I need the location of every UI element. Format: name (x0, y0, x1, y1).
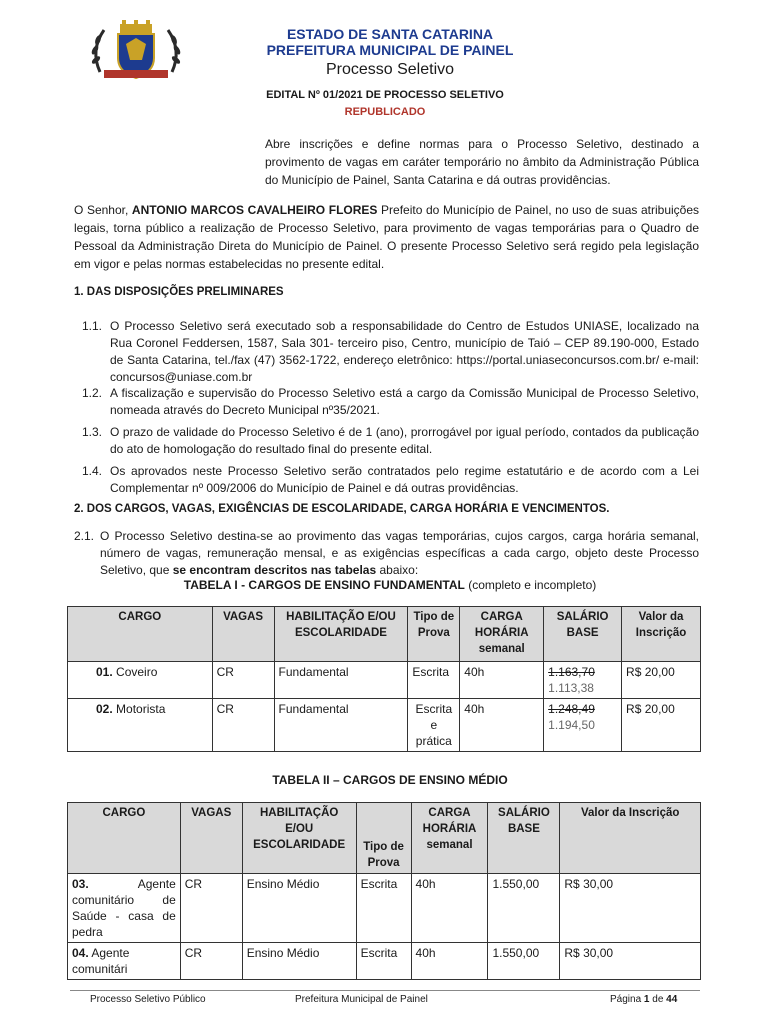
tipo-cell: Escrita e prática (408, 699, 460, 752)
new-salary: 1.194,50 (548, 718, 595, 732)
col-vagas: VAGAS (180, 803, 242, 874)
table-ensino-medio (67, 802, 701, 980)
vagas-cell: CR (212, 699, 274, 752)
item-1-3: 1.3. O prazo de validade do Processo Seletivo é de 1 (ano), prorrogável por igual período, contados da publicação do ato de homologação do resultado final do presente edital. (82, 425, 699, 456)
col-salario: SALÁRIO BASE (488, 803, 560, 874)
carga-cell: 40h (460, 699, 544, 752)
mayor-name: ANTONIO MARCOS CAVALHEIRO FLORES (131, 203, 378, 217)
carga-cell: 40h (460, 662, 544, 699)
salario-cell: 1.550,00 (488, 943, 560, 980)
vagas-cell: CR (180, 943, 242, 980)
municipal-crest-icon (86, 20, 186, 82)
item-1-2: 1.2. A fiscalização e supervisão do Processo Seletivo está a cargo da Comissão Municipal de Processo Seletivo, nomeada através do Decreto Municipal nº35/2021. (82, 386, 699, 417)
prefeitura-title: PREFEITURA MUNICIPAL DE PAINEL (266, 42, 514, 58)
tipo-cell: Escrita (356, 943, 411, 980)
col-valor: Valor da Inscrição (622, 607, 701, 662)
edital-title: EDITAL Nº 01/2021 DE PROCESSO SELETIVO (266, 89, 504, 101)
habilitacao-cell: Ensino Médio (242, 874, 356, 943)
cargo-cell: 02. Motorista (68, 699, 213, 752)
habilitacao-cell: Fundamental (274, 699, 408, 752)
section-2-title: 2. DOS CARGOS, VAGAS, EXIGÊNCIAS DE ESCOLARIDADE, CARGA HORÁRIA E VENCIMENTOS. (74, 503, 610, 515)
salario-cell (544, 662, 622, 699)
col-vagas: VAGAS (212, 607, 274, 662)
new-salary: 1.113,38 (548, 681, 594, 695)
cargo-cell: 03. Agente comunitário de Saúde - casa de pedra (68, 874, 181, 943)
valor-cell: R$ 30,00 (560, 943, 701, 980)
col-tipo: Tipo de Prova (356, 803, 411, 874)
table-row (68, 662, 701, 699)
item-1-4: 1.4. Os aprovados neste Processo Seletivo serão contratados pelo regime estatutário e de acordo com a Lei Complementar nº 009/2006 do Município de Painel e dá outras providências. (82, 464, 699, 495)
table-2-caption: TABELA II – CARGOS DE ENSINO MÉDIO (272, 773, 508, 787)
section-1-title: 1. DAS DISPOSIÇÕES PRELIMINARES (74, 286, 284, 298)
table-header-row (68, 803, 701, 874)
state-title: ESTADO DE SANTA CATARINA (286, 26, 494, 42)
table-row (68, 874, 701, 943)
table-ensino-fundamental (67, 606, 701, 752)
vagas-cell: CR (180, 874, 242, 943)
salario-cell (544, 699, 622, 752)
table-1-caption: TABELA I - CARGOS DE ENSINO FUNDAMENTAL (completo e incompleto) (183, 578, 597, 592)
habilitacao-cell: Fundamental (274, 662, 408, 699)
old-salary: 1.163,70 (548, 665, 595, 679)
col-habilitacao: HABILITAÇÃO E/OU ESCOLARIDADE (274, 607, 408, 662)
vagas-cell: CR (212, 662, 274, 699)
footer-center: Prefeitura Municipal de Painel (295, 994, 428, 1005)
process-subtitle: Processo Seletivo (325, 61, 455, 78)
footer-divider (70, 990, 700, 991)
col-tipo: Tipo de Prova (408, 607, 460, 662)
item-2-1: 2.1. O Processo Seletivo destina-se ao provimento das vagas temporárias, cujos cargos, carga horária semanal, número de vagas, remuneração mensal, e as exigências específicas a cada cargo, objeto deste Processo Seletivo, que se encontram descritos nas tabelas abaixo: (74, 529, 699, 577)
col-valor: Valor da Inscrição (560, 803, 701, 874)
col-salario: SALÁRIO BASE (544, 607, 622, 662)
edital-abstract: Abre inscrições e define normas para o Processo Seletivo, destinado a provimento de vagas em caráter temporário no âmbito da Administração Pública do Município de Painel, Santa Catarina e dá outras providências. (265, 137, 699, 187)
cargo-cell: 04. Agente comunitári (68, 943, 181, 980)
cargo-cell: 01. Coveiro (68, 662, 213, 699)
table-row (68, 943, 701, 980)
valor-cell: R$ 30,00 (560, 874, 701, 943)
item-1-1: 1.1. O Processo Seletivo será executado sob a responsabilidade do Centro de Estudos UNIASE, localizado na Rua Coronel Feddersen, 1587, Sala 301- terceiro piso, Centro, município de Taió – CEP 89.190-000, Estado de Santa Catarina, tel./fax (47) 3562-1722, endereço eletrônico: https://portal.uniaseconcursos.com.br/ e-mail: concursos@uniase.com.br (82, 319, 699, 384)
tipo-cell: Escrita (408, 662, 460, 699)
intro-paragraph: O Senhor, ANTONIO MARCOS CAVALHEIRO FLORES Prefeito do Município de Painel, no uso de suas atribuições legais, torna público a realização de Processo Seletivo, para provimento de vagas temporárias para o Quadro de Pessoal da Administração Direta do Município de Painel. O presente Processo Seletivo será regido pela legislação em vigor e pelas normas estabelecidas no presente edital. (74, 203, 700, 271)
salario-cell: 1.550,00 (488, 874, 560, 943)
col-carga: CARGA HORÁRIA semanal (411, 803, 488, 874)
habilitacao-cell: Ensino Médio (242, 943, 356, 980)
col-cargo: CARGO (68, 803, 181, 874)
col-carga: CARGA HORÁRIA semanal (460, 607, 544, 662)
valor-cell: R$ 20,00 (622, 699, 701, 752)
page-number: Página 1 de 44 (610, 994, 678, 1005)
republished-label: REPUBLICADO (344, 106, 426, 118)
old-salary: 1.248,49 (548, 702, 595, 716)
footer-left: Processo Seletivo Público (90, 994, 206, 1005)
col-habilitacao: HABILITAÇÃO E/OU ESCOLARIDADE (242, 803, 356, 874)
carga-cell: 40h (411, 874, 488, 943)
table-header-row (68, 607, 701, 662)
col-cargo: CARGO (68, 607, 213, 662)
carga-cell: 40h (411, 943, 488, 980)
table-row (68, 699, 701, 752)
valor-cell: R$ 20,00 (622, 662, 701, 699)
tipo-cell: Escrita (356, 874, 411, 943)
